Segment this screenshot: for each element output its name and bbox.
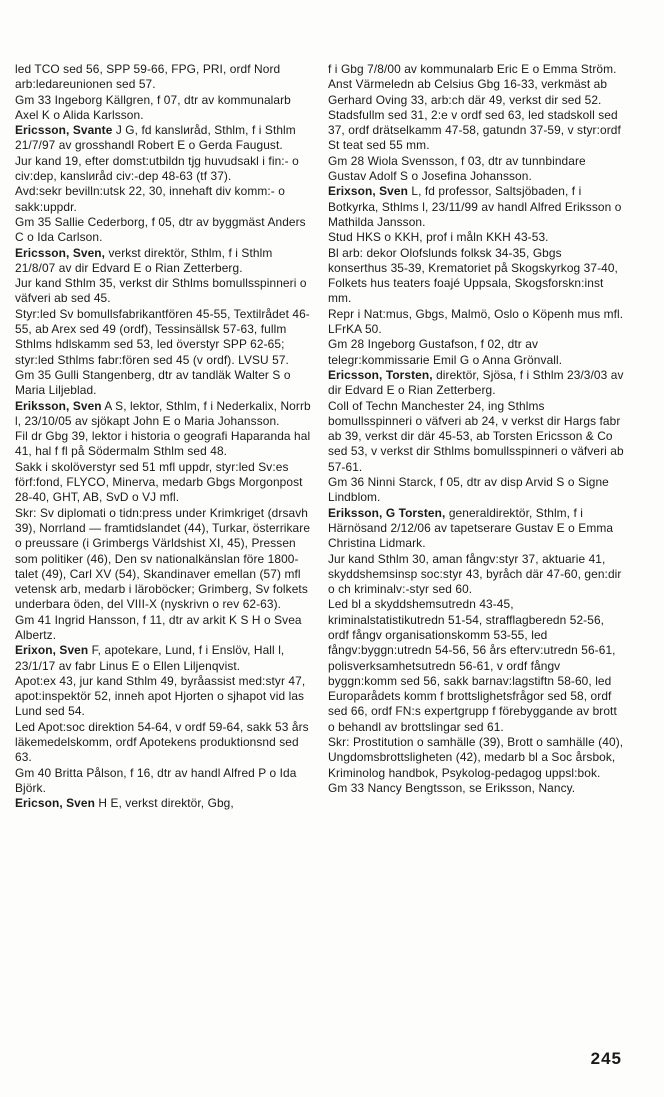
entry-text: f i Gbg 7/8/00 av kommunalarb Eric E o Emma Ström. [328,62,617,76]
entry-text: Gm 35 Sallie Cederborg, f 05, dtr av byggmäst Anders C o Ida Carlson. [15,214,306,245]
biography-paragraph [328,184,624,230]
entry-text: Apot:ex 43, jur kand Sthlm 49, byråassist med:styr 47, apot:inspektör 52, inneh apot Hjorten o sjhapot vid las Lund sed 54. [15,673,306,719]
entry-name: Ericsson, Svante [15,123,113,138]
biography-paragraph [15,246,311,277]
entry-text: Stadsfullm sed 31, 2:e v ordf sed 63, led stadskoll sed 37, ordf drätselkamm 47-58, gatundn 37-59, v styr:ordf St teat sed 55 mm. [328,107,621,153]
entry-text: H E, verkst direktör, Gbg, [94,796,234,811]
entry-text: LFrKA 50. [328,322,382,337]
entry-text: Gm 33 Nancy Bengtsson, se Eriksson, Nancy. [328,780,576,795]
biography-paragraph [328,230,624,245]
biography-paragraph [328,246,624,307]
entry-text: Jur kand Sthlm 35, verkst dir Sthlms bomullsspinneri o väfveri ab sed 45. [15,276,307,306]
entry-text: Gm 41 Ingrid Hansson, f 11, dtr av arkit K S H o Svea Albertz. [15,612,302,642]
biography-paragraph [328,62,624,77]
biography-paragraph [15,276,311,307]
biography-paragraph [328,108,624,154]
entry-text: Skr: Prostitution o samhälle (39), Brott o samhälle (40), Ungdomsbrottsligheten (42), medarb bl a Soc årsbok, Kriminolog handbok, Psykolog-pedagog uppsl:bok. [328,735,624,780]
biography-paragraph [15,674,311,720]
biography-paragraph [15,796,311,811]
entry-text: Gm 40 Britta Pålson, f 16, dtr av handl Alfred P o Ida Björk. [15,765,297,795]
biography-paragraph [15,766,311,797]
biography-paragraph [15,460,311,506]
entry-text: Gm 33 Ingeborg Källgren, f 07, dtr av kommunalarb Axel K o Alida Karlsson. [15,92,291,122]
biography-paragraph [15,307,311,368]
biography-paragraph [328,322,624,337]
biography-paragraph [328,368,624,399]
biography-paragraph [328,506,624,552]
entry-text: Coll of Techn Manchester 24, ing Sthlms bomullsspinneri o väfveri ab 24, v verkst dir Hargs fabr ab 39, verkst dir där 45-53, ab Torsten Ericsson & Co sed 53, v verkst dir Sthlms bomullsspinneri o väfveri ab 57-61. [328,398,624,474]
biography-paragraph [328,399,624,475]
entry-text: Stud HKS o KKH, prof i måln KKH 43-53. [328,230,549,245]
biography-paragraph [15,720,311,766]
entry-text: Bl arb: dekor Olofslunds folksk 34-35, Gbgs konserthus 35-39, Krematoriet på Skogskyrkog 37-40, Folkets hus teaters foajé Uppsala, Skogsforskn:inst mm. [328,245,618,306]
biography-paragraph [328,475,624,506]
entry-name: Erixson, Sven [328,184,408,199]
entry-name: Ericsson, Torsten, [328,367,433,382]
biography-paragraph [15,154,311,185]
entry-text: Sakk i skolöverstyr sed 51 mfl uppdr, styr:led Sv:es förf:fond, FLYCO, Minerva, medarb Gbgs Morgonpost 28-40, GHT, AB, SvD o VJ mfl. [15,459,303,505]
biography-paragraph [15,429,311,460]
entry-text: Styr:led Sv bomullsfabrikantfören 45-55, Textilrådet 46-55, ab Arex sed 49 (ordf), Tessinsällsk 57-63, fullm Sthlms hdlskamm sed 53, led överstyr SPP 62-65; styr:led Sthlms fabr:fören sed 45 (v ordf). LVSU 57. [15,306,310,367]
entry-text: Led bl a skyddshemsutredn 43-45, kriminalstatistikutredn 51-54, strafflagberedn 52-56, ordf fångv organisationskomm 53-55, led fångv:byggn:utredn 54-56, 56 års efterv:utredn 56-61, polisverksamhetsutredn 56-61, v ordf fångv byggn:komm sed 56, sakk barnav:lagstiftn 58-60, led Europarådets komm f brottslighetsfrågor sed 58, ordf sed 66, ordf FN:s expertgrupp f förebyggande av brott o behandl av brottslingar sed 61. [328,597,617,734]
biography-paragraph [15,399,311,430]
entry-text: Gm 36 Ninni Starck, f 05, dtr av disp Arvid S o Signe Lindblom. [328,475,609,505]
entry-name: Ericsson, Sven, [15,245,106,260]
biography-paragraph [328,781,624,796]
entry-text: Led Apot:soc direktion 54-64, v ordf 59-64, sakk 53 års läkemedelskomm, ordf Apotekens produktionsnd sed 63. [15,719,309,765]
biography-paragraph [15,184,311,215]
entry-text: F, apotekare, Lund, f i Enslöv, Hall l, 23/1/17 av fabr Linus E o Ellen Liljenqvist. [15,643,285,673]
entry-text: Avd:sekr bevilln:utsk 22, 30, innehaft div komm:- o sakk:uppdr. [15,184,285,214]
biography-paragraph [15,62,311,93]
entry-text: Repr i Nat:mus, Gbgs, Malmö, Oslo o Köpenh mus mfl. [328,306,624,321]
entry-text: J G, fd kanslиråd, Sthlm, f i Sthlm 21/7/97 av grosshandl Robert E o Gerda Faugust. [15,123,296,153]
entry-text: A S, lektor, Sthlm, f i Nederkalix, Norrb l, 23/10/05 av sjökapt John E o Maria Johansson. [15,398,311,428]
biography-paragraph [15,368,311,399]
biography-paragraph [15,643,311,674]
entry-text: Fil dr Gbg 39, lektor i historia o geografi Haparanda hal 41, hal f fl på Södermalm Sthlm sed 48. [15,429,311,459]
biography-paragraph [15,215,311,246]
biography-paragraph [15,93,311,124]
biography-paragraph [15,123,311,154]
entry-text: Jur kand Sthlm 30, aman fångv:styr 37, aktuarie 41, skyddshemsinsp soc:styr 43, byråch där 47-60, gen:dir o ch kriminalv:-styr sed 60. [328,551,622,597]
biography-paragraph [328,552,624,598]
entry-text: verkst direktör, Sthlm, f i Sthlm 21/8/07 av dir Edvard E o Rian Zetterberg. [15,245,273,275]
entry-text: direktör, Sjösa, f i Sthlm 23/3/03 av dir Edvard E o Rian Zetterberg. [328,367,624,398]
entry-text: Jur kand 19, efter domst:utbildn tjg huvudsakl i fin:- o civ:dep, kanslиråd civ:-dep 48-63 (tf 37). [15,153,299,184]
biography-paragraph [328,337,624,368]
biography-paragraph [328,597,624,735]
entry-text: Gm 28 Wiola Svensson, f 03, dtr av tunnbindare Gustav Adolf S o Josefina Johansson. [328,153,586,184]
biography-paragraph [328,735,624,781]
entry-name: Erixon, Sven [15,643,89,658]
entry-name: Eriksson, Sven [15,398,102,413]
page-number: 245 [590,1049,622,1068]
entry-text: led TCO sed 56, SPP 59-66, FPG, PRI, ordf Nord arb:ledareunionen sed 57. [15,62,281,92]
entry-text: Gm 28 Ingeborg Gustafson, f 02, dtr av telegr:kommissarie Emil G o Anna Grönvall. [328,337,563,367]
entry-text: generaldirektör, Sthlm, f i Härnösand 2/12/06 av tapetserare Gustav E o Emma Christina Lidmark. [328,505,614,551]
entry-text: Skr: Sv diplomati o tidn:press under Krimkriget (drsavh 39), Norrland — framtidslandet (44), Turkar, österrikare o preussare (i Grimbergs Världshist XI, 45), Pressen som politiker (46), Den sv nationalkänslan före 1800-talet (49), Carl XV (54), Skandinaver emellan (57) mfl vetensk arb, medarb i läroböcker; Grimberg, Sv folkets underbara öden, del VIII-X (nyskrivn o rev 62-63). [15,505,311,612]
entry-text: Gm 35 Gulli Stangenberg, dtr av tandläk Walter S o Maria Liljeblad. [15,367,291,398]
entry-name: Eriksson, G Torsten, [328,505,446,520]
entry-name: Ericson, Sven [15,796,95,811]
entry-text: Anst Värmeledn ab Celsius Gbg 16-33, verkmäst ab Gerhard Oving 33, arb:ch där 49, verkst dir sed 52. [328,77,608,107]
biography-paragraph [15,506,311,613]
entry-text: L, fd professor, Saltsjöbaden, f i Botkyrka, Sthlms l, 23/11/99 av handl Alfred Eriksson o Mathilda Jansson. [328,184,622,229]
right-column [328,62,624,796]
biography-paragraph [328,154,624,185]
biography-paragraph [328,77,624,108]
biography-paragraph [328,307,624,322]
biography-paragraph [15,613,311,644]
left-column [15,62,311,812]
